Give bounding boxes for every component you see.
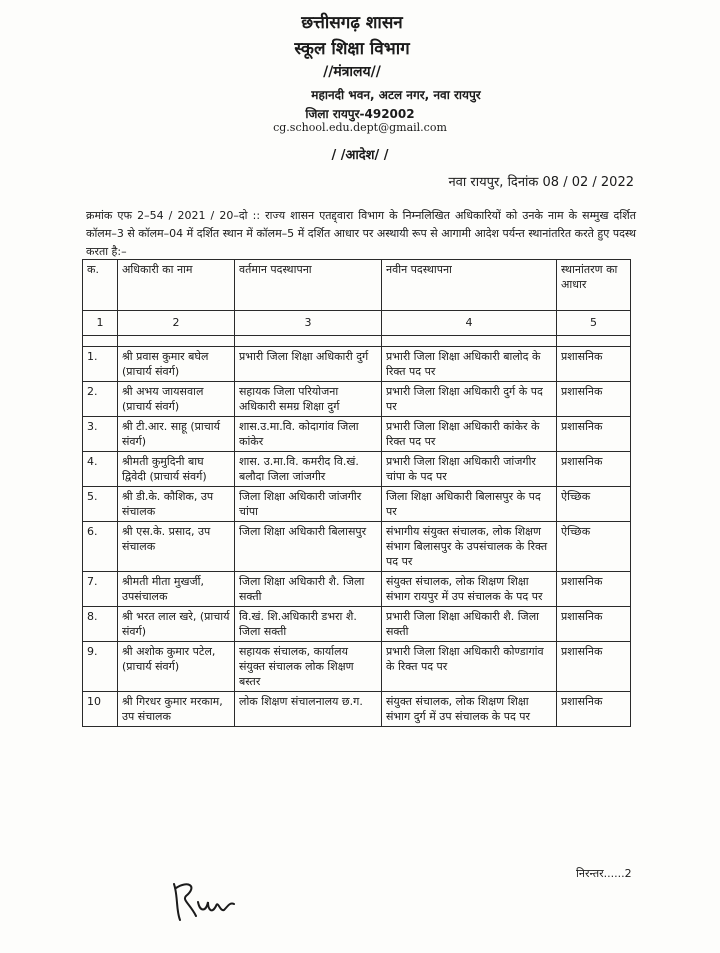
transfer-basis: ऐच्छिक [557, 522, 631, 572]
officer-name: श्रीमती कुमुदिनी बाघ द्विवेदी (प्राचार्य संवर्ग) [118, 452, 235, 487]
row-sn: 8. [83, 607, 118, 642]
row-sn: 7. [83, 572, 118, 607]
spacer-row [83, 336, 631, 347]
order-paragraph: क्रमांक एफ 2–54 / 2021 / 20–दो :: राज्य शासन एतद्द्वारा विभाग के निम्नलिखित अधिकारियों को उनके नाम के सम्मुख दर्शित कॉलम–3 से कॉलम–04 में दर्शित स्थान में कॉलम–5 में दर्शित आधार पर अस्थायी रूप से आगामी आदेश पर्यन्त स्थानांतरित करते हुए पदस्थ करता है:– [86, 209, 636, 258]
current-posting: शास. उ.मा.वि. कमरीद वि.खं. बलौदा जिला जांजगीर [235, 452, 382, 487]
place-and-date: नवा रायपुर, दिनांक 08 / 02 / 2022 [448, 175, 634, 190]
row-sn: 5. [83, 487, 118, 522]
transfer-basis: प्रशासनिक [557, 417, 631, 452]
new-posting: संयुक्त संचालक, लोक शिक्षण शिक्षा संभाग रायपुर में उप संचालक के पद पर [382, 572, 557, 607]
table-row [83, 522, 631, 572]
col-number: 1 [83, 311, 118, 336]
row-sn: 1. [83, 347, 118, 382]
new-posting: संयुक्त संचालक, लोक शिक्षण शिक्षा संभाग दुर्ग में उप संचालक के पद पर [382, 692, 557, 727]
table-row [83, 572, 631, 607]
officer-name: श्रीमती मीता मुखर्जी, उपसंचालक [118, 572, 235, 607]
col-header-name: अधिकारी का नाम [118, 260, 235, 311]
col-number: 3 [235, 311, 382, 336]
current-posting: शास.उ.मा.वि. कोदागांव जिला कांकेर [235, 417, 382, 452]
current-posting: लोक शिक्षण संचालनालय छ.ग. [235, 692, 382, 727]
officer-name: श्री गिरधर कुमार मरकाम, उप संचालक [118, 692, 235, 727]
new-posting: जिला शिक्षा अधिकारी बिलासपुर के पद पर [382, 487, 557, 522]
current-posting: सहायक जिला परियोजना अधिकारी समग्र शिक्षा दुर्ग [235, 382, 382, 417]
current-posting: प्रभारी जिला शिक्षा अधिकारी दुर्ग [235, 347, 382, 382]
signature-mark [168, 876, 238, 926]
table-row [83, 692, 631, 727]
officer-name: श्री भरत लाल खरे, (प्राचार्य संवर्ग) [118, 607, 235, 642]
table-row [83, 382, 631, 417]
transfer-basis: प्रशासनिक [557, 452, 631, 487]
officer-name: श्री टी.आर. साहू (प्राचार्य संवर्ग) [118, 417, 235, 452]
transfer-basis: प्रशासनिक [557, 382, 631, 417]
new-posting: प्रभारी जिला शिक्षा अधिकारी कांकेर के रिक्त पद पर [382, 417, 557, 452]
transfer-table [82, 259, 631, 727]
col-header-basis: स्थानांतरण का आधार [557, 260, 631, 311]
table-row [83, 452, 631, 487]
column-number-row [83, 311, 631, 336]
transfer-basis: ऐच्छिक [557, 487, 631, 522]
transfer-basis: प्रशासनिक [557, 347, 631, 382]
col-number: 4 [382, 311, 557, 336]
officer-name: श्री एस.के. प्रसाद, उप संचालक [118, 522, 235, 572]
current-posting: जिला शिक्षा अधिकारी जांजगीर चांपा [235, 487, 382, 522]
address-line-1: महानदी भवन, अटल नगर, नवा रायपुर [311, 88, 481, 102]
current-posting: जिला शिक्षा अधिकारी बिलासपुर [235, 522, 382, 572]
col-header-new-posting: नवीन पदस्थापना [382, 260, 557, 311]
col-header-current-posting: वर्तमान पदस्थापना [235, 260, 382, 311]
address-line-2: जिला रायपुर-492002 [305, 107, 415, 121]
new-posting: प्रभारी जिला शिक्षा अधिकारी दुर्ग के पद पर [382, 382, 557, 417]
table-row [83, 607, 631, 642]
order-heading: / /आदेश/ / [331, 148, 389, 163]
row-sn: 2. [83, 382, 118, 417]
transfer-basis: प्रशासनिक [557, 572, 631, 607]
row-sn: 6. [83, 522, 118, 572]
new-posting: संभागीय संयुक्त संचालक, लोक शिक्षण संभाग बिलासपुर के उपसंचालक के रिक्त पद पर [382, 522, 557, 572]
transfer-basis: प्रशासनिक [557, 642, 631, 692]
table-header-row [83, 260, 631, 311]
continued-note: निरन्तर......2 [576, 867, 632, 880]
current-posting: वि.खं. शि.अधिकारी डभरा शै. जिला सक्ती [235, 607, 382, 642]
officer-name: श्री डी.के. कौशिक, उप संचालक [118, 487, 235, 522]
row-sn: 9. [83, 642, 118, 692]
mantralaya-label: //मंत्रालय// [323, 64, 381, 80]
table-row [83, 347, 631, 382]
table-row [83, 642, 631, 692]
col-number: 2 [118, 311, 235, 336]
new-posting: प्रभारी जिला शिक्षा अधिकारी बालोद के रिक्त पद पर [382, 347, 557, 382]
row-sn: 4. [83, 452, 118, 487]
current-posting: सहायक संचालक, कार्यालय संयुक्त संचालक लोक शिक्षण बस्तर [235, 642, 382, 692]
email-address: cg.school.edu.dept@gmail.com [273, 121, 447, 134]
department-title: स्कूल शिक्षा विभाग [294, 39, 410, 59]
table-row [83, 487, 631, 522]
new-posting: प्रभारी जिला शिक्षा अधिकारी कोण्डागांव के रिक्त पद पर [382, 642, 557, 692]
table-row [83, 417, 631, 452]
officer-name: श्री अशोक कुमार पटेल, (प्राचार्य संवर्ग) [118, 642, 235, 692]
transfer-basis: प्रशासनिक [557, 607, 631, 642]
current-posting: जिला शिक्षा अधिकारी शै. जिला सक्ती [235, 572, 382, 607]
row-sn: 10 [83, 692, 118, 727]
transfer-basis: प्रशासनिक [557, 692, 631, 727]
officer-name: श्री प्रवास कुमार बघेल (प्राचार्य संवर्ग) [118, 347, 235, 382]
govt-title: छत्तीसगढ़ शासन [301, 13, 403, 33]
col-number: 5 [557, 311, 631, 336]
new-posting: प्रभारी जिला शिक्षा अधिकारी शै. जिला सक्ती [382, 607, 557, 642]
row-sn: 3. [83, 417, 118, 452]
new-posting: प्रभारी जिला शिक्षा अधिकारी जांजगीर चांपा के पद पर [382, 452, 557, 487]
col-header-sn: क. [83, 260, 118, 311]
officer-name: श्री अभय जायसवाल (प्राचार्य संवर्ग) [118, 382, 235, 417]
